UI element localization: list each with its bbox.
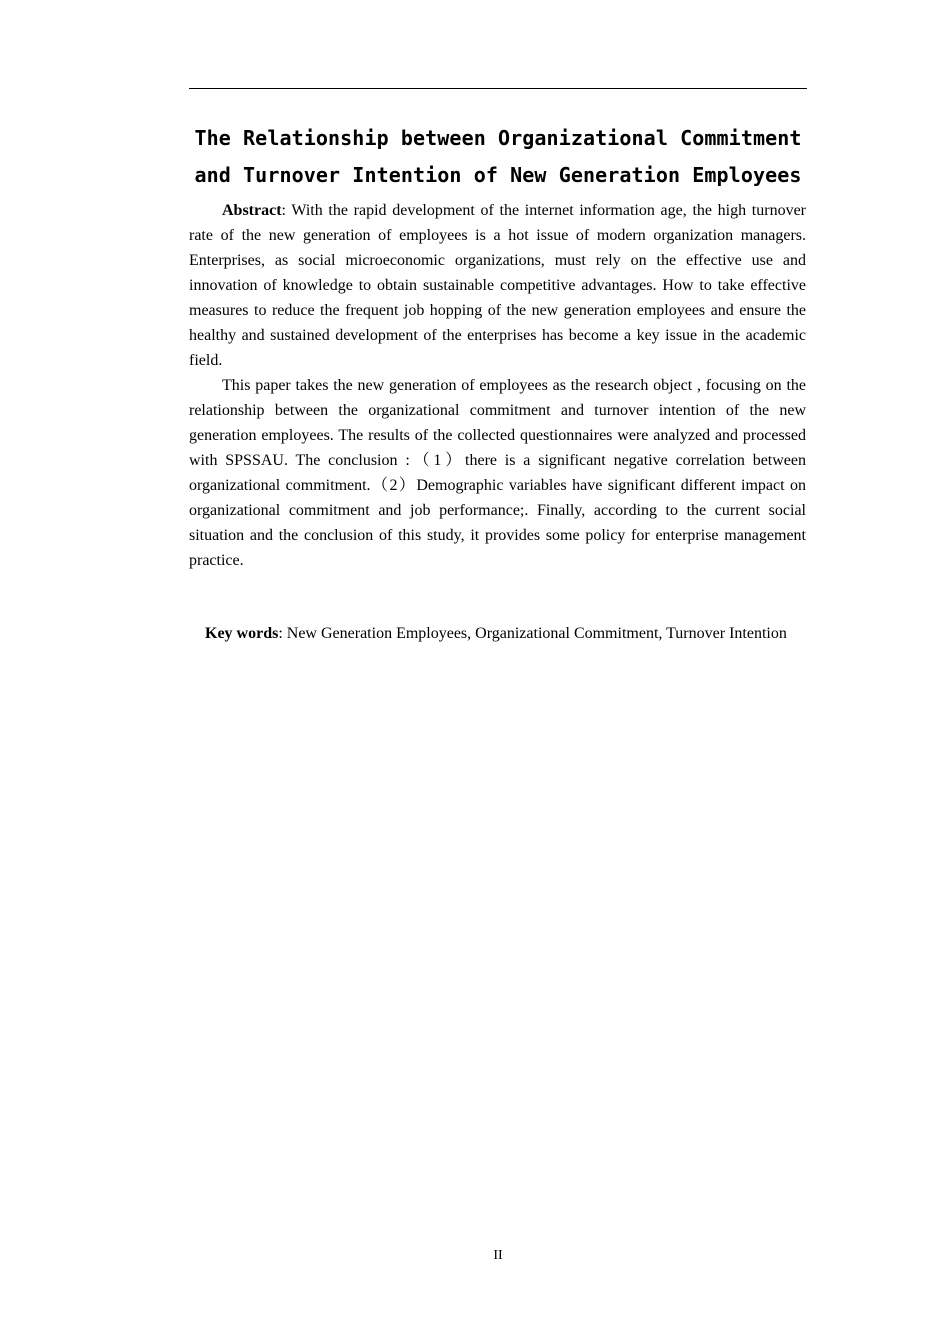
keywords-text: : New Generation Employees, Organizational Commitment, Turnover Intention bbox=[278, 625, 787, 642]
title-line-2: and Turnover Intention of New Generation Employees bbox=[194, 163, 802, 187]
header-rule bbox=[189, 88, 807, 89]
paper-title bbox=[189, 120, 807, 194]
abstract-paragraph-2: This paper takes the new generation of employees as the research object , focusing on the relationship between the organizational commitment and turnover intention of the new generation employees. The results of the collected questionnaires were analyzed and processed with SPSSAU. The conclusion :（1）there is a significant negative correlation between organizational commitment.（2）Demographic variables have significant different impact on organizational commitment and job performance;. Finally, according to the current social situation and the conclusion of this study, it provides some policy for enterprise management practice. bbox=[189, 377, 806, 569]
page-number: II bbox=[493, 1248, 503, 1263]
keywords bbox=[205, 621, 807, 646]
abstract-text-1: : With the rapid development of the internet information age, the high turnover rate of the new generation of employees is a hot issue of modern organization managers. Enterprises, as social microeconomic organizations, must rely on the effective use and innovation of knowledge to obtain sustainable competitive advantages. How to take effective measures to reduce the frequent job hopping of the new generation employees and ensure the healthy and sustained development of the enterprises has become a key issue in the academic field. bbox=[189, 202, 806, 369]
abstract-section bbox=[189, 198, 806, 573]
abstract-paragraph-1 bbox=[189, 198, 806, 373]
title-line-1: The Relationship between Organizational Commitment bbox=[194, 126, 802, 150]
abstract-label: Abstract bbox=[222, 202, 282, 219]
keywords-label: Key words bbox=[205, 625, 279, 642]
